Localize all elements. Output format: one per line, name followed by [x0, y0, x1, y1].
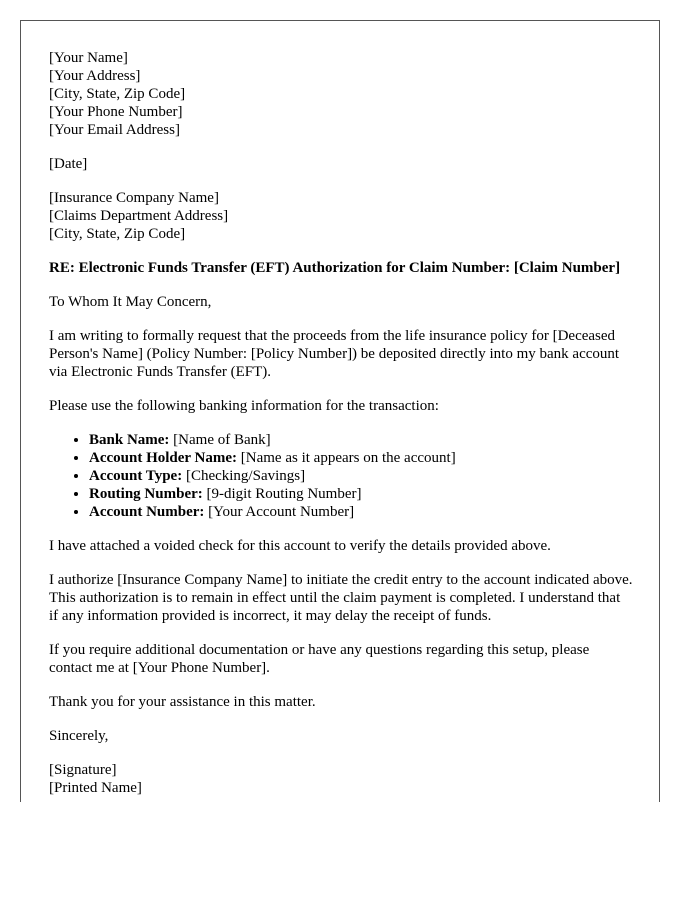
recipient-company: [Insurance Company Name]: [49, 190, 219, 206]
account-holder-label: Account Holder Name:: [89, 450, 238, 466]
letter-content: [49, 49, 633, 802]
signature-line: [Signature]: [49, 762, 117, 778]
routing-number-label: Routing Number:: [89, 486, 203, 502]
signature-block: [49, 761, 633, 797]
thanks-paragraph: Thank you for your assistance in this matter.: [49, 694, 316, 710]
sender-phone: [Your Phone Number]: [49, 104, 183, 120]
sender-name: [Your Name]: [49, 50, 128, 66]
account-holder-value: [Name as it appears on the account]: [237, 450, 456, 466]
sender-email: [Your Email Address]: [49, 122, 180, 138]
salutation: To Whom It May Concern,: [49, 294, 212, 310]
list-item: [89, 467, 633, 485]
recipient-department-address: [Claims Department Address]: [49, 208, 229, 224]
recipient-block: [49, 189, 633, 243]
voided-check-paragraph: I have attached a voided check for this account to verify the details provided above.: [49, 538, 551, 554]
list-item: [89, 503, 633, 521]
letter-page: [20, 20, 660, 802]
sender-city-state-zip: [City, State, Zip Code]: [49, 86, 186, 102]
letter-date: [Date]: [49, 156, 88, 172]
closing: Sincerely,: [49, 728, 109, 744]
recipient-city-state-zip: [City, State, Zip Code]: [49, 226, 186, 242]
account-type-label: Account Type:: [89, 468, 183, 484]
account-number-value: [Your Account Number]: [204, 504, 355, 520]
intro-paragraph: I am writing to formally request that the proceeds from the life insurance policy for [Deceased Person's Name] (Policy Number: [Policy Number]) be deposited directly into my bank account via Electronic Funds Transfer (EFT).: [49, 328, 620, 380]
printed-name: [Printed Name]: [49, 780, 142, 796]
subject-line: RE: Electronic Funds Transfer (EFT) Authorization for Claim Number: [Claim Number]: [49, 260, 621, 276]
authorization-paragraph: I authorize [Insurance Company Name] to initiate the credit entry to the account indicated above. This authorization is to remain in effect until the claim payment is completed. I understand that if any information provided is incorrect, it may delay the receipt of funds.: [49, 572, 633, 624]
list-item: [89, 431, 633, 449]
sender-address: [Your Address]: [49, 68, 141, 84]
account-number-label: Account Number:: [89, 504, 205, 520]
banking-intro-paragraph: Please use the following banking information for the transaction:: [49, 398, 439, 414]
sender-block: [49, 49, 633, 139]
routing-number-value: [9-digit Routing Number]: [202, 486, 362, 502]
contact-paragraph: If you require additional documentation or have any questions regarding this setup, please contact me at [Your Phone Number].: [49, 642, 590, 676]
banking-info-list: [49, 431, 633, 521]
bank-name-value: [Name of Bank]: [169, 432, 271, 448]
list-item: [89, 485, 633, 503]
bank-name-label: Bank Name:: [89, 432, 170, 448]
date-block: [49, 155, 633, 173]
account-type-value: [Checking/Savings]: [182, 468, 306, 484]
list-item: [89, 449, 633, 467]
